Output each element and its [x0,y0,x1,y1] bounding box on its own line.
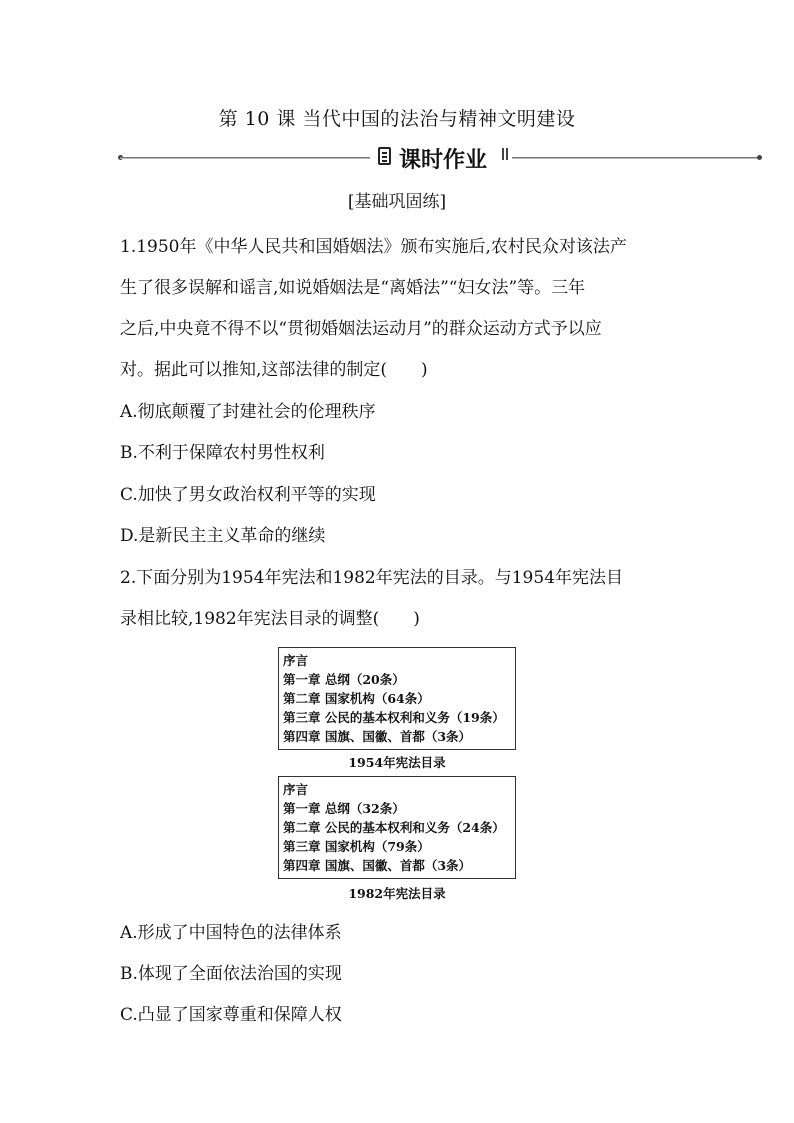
q1-option-b: B.不利于保障农村男性权利 [120,443,325,463]
banner-right-dot [757,155,762,160]
table-row: 第一章 总纲（32条） [283,801,405,816]
q1-stem-line: 之后,中央竟不得不以“贯彻婚姻法运动月”的群众运动方式予以应 [120,319,602,339]
table-row: 第二章 公民的基本权利和义务（24条） [283,820,505,835]
q1-stem-line: 生了很多误解和谣言,如说婚姻法是“离婚法”“妇女法”等。三年 [120,278,586,298]
table-row: 第四章 国旗、国徽、首都（3条） [283,729,472,744]
constitution-1982-table [278,776,516,879]
q2-option-b: B.体现了全面依法治国的实现 [120,964,342,984]
table-row: 第三章 公民的基本权利和义务（19条） [283,710,505,725]
banner-tick [502,148,504,160]
book-icon [378,147,391,165]
q1-option-d: D.是新民主主义革命的继续 [120,526,326,546]
q2-stem-line: 录相比较,1982年宪法目录的调整( ) [120,609,420,629]
banner-label: 课时作业 [399,148,488,173]
homework-banner [120,144,760,172]
q1-stem-line: 1.1950年《中华人民共和国婚姻法》颁布实施后,农村民众对该法产 [120,237,627,257]
q2-option-a: A.形成了中国特色的法律体系 [120,923,342,943]
constitution-1954-caption: 1954年宪法目录 [348,755,446,770]
section-title: [基础巩固练] [347,192,447,212]
constitution-1954-table [278,647,516,750]
table-row: 序言 [283,782,309,797]
banner-right-rule [512,157,760,159]
q1-option-a: A.彻底颠覆了封建社会的伦理秩序 [120,402,376,422]
table-row: 第四章 国旗、国徽、首都（3条） [283,858,472,873]
banner-tick [506,148,508,160]
table-row: 第二章 国家机构（64条） [283,691,430,706]
table-row: 第一章 总纲（20条） [283,672,405,687]
table-row: 序言 [283,653,309,668]
q2-stem-line: 2.下面分别为1954年宪法和1982年宪法的目录。与1954年宪法目 [120,568,624,588]
q1-stem-line: 对。据此可以推知,这部法律的制定( ) [120,360,428,380]
q2-option-c: C.凸显了国家尊重和保障人权 [120,1005,342,1025]
lesson-title: 第 10 课 当代中国的法治与精神文明建设 [218,108,576,130]
banner-left-rule [120,157,370,159]
q1-option-c: C.加快了男女政治权利平等的实现 [120,485,376,505]
table-row: 第三章 国家机构（79条） [283,839,430,854]
constitution-1982-caption: 1982年宪法目录 [348,886,446,901]
